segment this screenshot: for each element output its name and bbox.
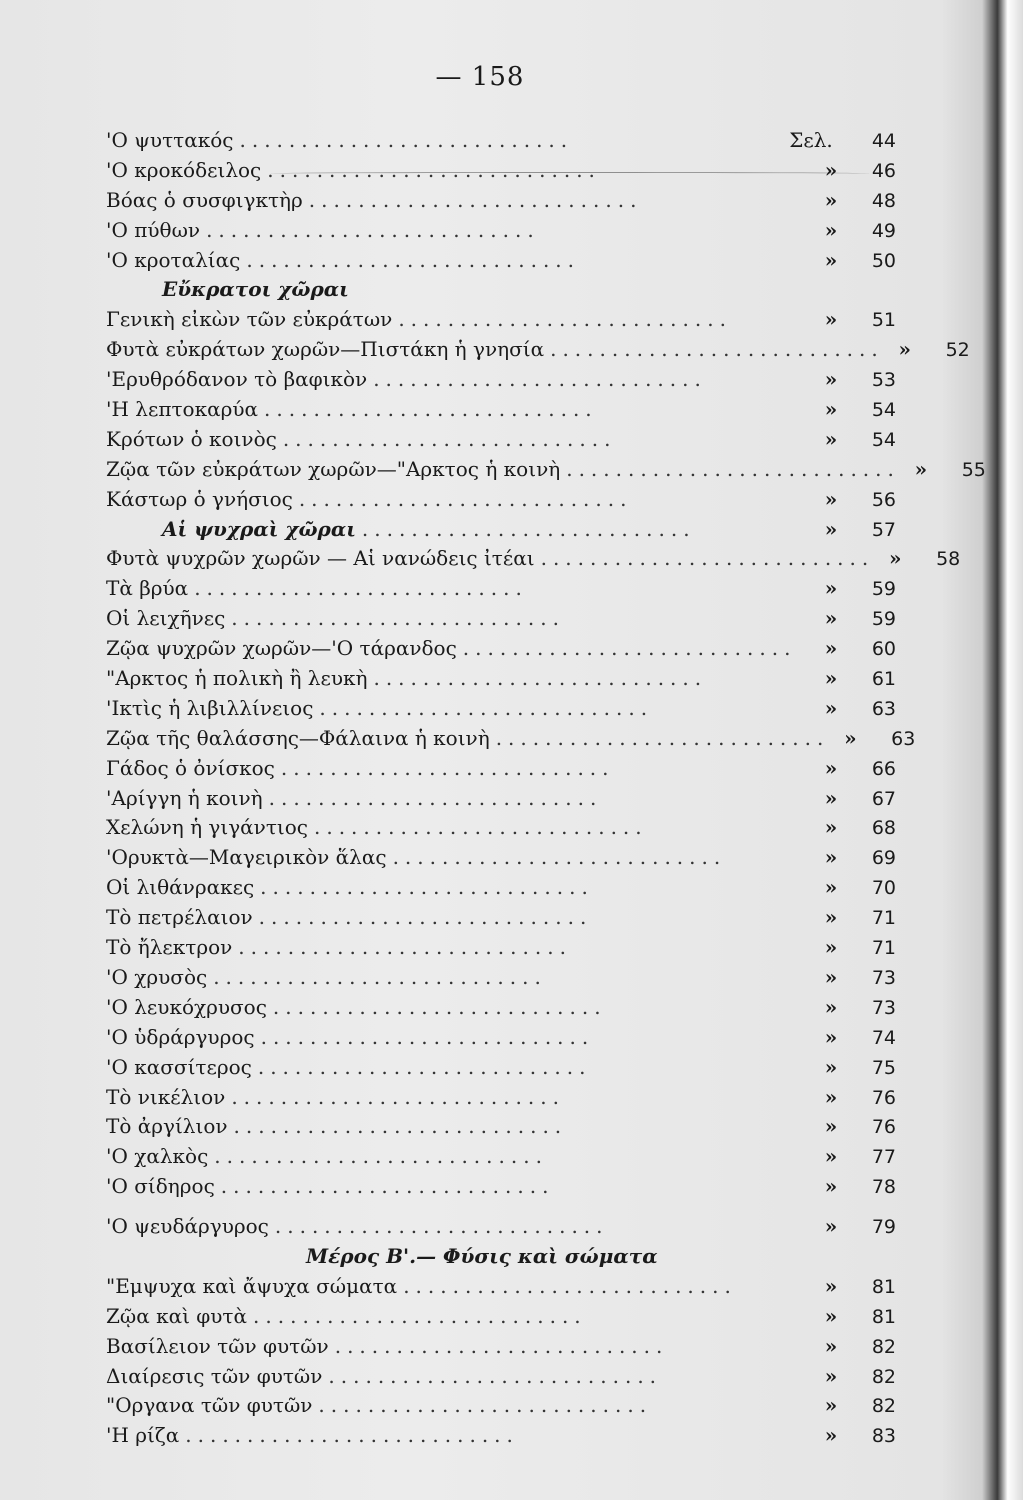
toc-entry: 'Ο ὑδράργυρος ........................... » 74 <box>106 1024 896 1049</box>
toc-entry: Γενικὴ εἰκὼν τῶν εὐκράτων ........................... » 51 <box>106 307 896 332</box>
toc-entry: Τὸ ἤλεκτρον ........................... » 71 <box>106 935 896 960</box>
spacer <box>106 1202 896 1212</box>
toc-entry: 'Ο κροταλίας ........................... » 50 <box>106 247 896 272</box>
toc-entry: 'Ο χαλκὸς ........................... » 77 <box>106 1144 896 1169</box>
toc-entry: "Αρκτος ἡ πολικὴ ἢ λευκὴ ........................... » 61 <box>106 666 896 691</box>
toc-entry: "Εμψυχα καὶ ἄψυχα σώματα ........................... » 81 <box>106 1273 896 1298</box>
toc-entry: 'Η λεπτοκαρύα ........................... » 54 <box>106 397 896 422</box>
toc-entry: Ζῷα καὶ φυτὰ ........................... » 81 <box>106 1303 896 1328</box>
toc-entry: 'Ο ψευδάργυρος ........................... » 79 <box>106 1214 896 1239</box>
toc-entry: Οἱ λιθάνρακες ........................... » 70 <box>106 875 896 900</box>
toc-entry: Διαίρεσις τῶν φυτῶν ........................... » 82 <box>106 1363 896 1388</box>
toc-entry: Φυτὰ εὐκράτων χωρῶν—Πιστάκη ἡ γνησία ........................... » 52 <box>106 337 970 362</box>
toc-entry: Οἱ λειχῆνες ........................... » 59 <box>106 606 896 631</box>
toc-entry: 'Ο ψυττακός ........................... Σελ. 44 <box>106 128 896 152</box>
toc-entry: 'Ερυθρόδανον τὸ βαφικὸν ........................... » 53 <box>106 367 896 392</box>
toc-entry: Κάστωρ ὁ γνήσιος ........................... » 56 <box>106 486 896 511</box>
toc-entry: Τὸ ἀργίλιον ........................... » 76 <box>106 1114 896 1139</box>
table-of-contents <box>106 126 986 1451</box>
toc-entry: 'Ορυκτὰ—Μαγειρικὸν ἅλας ........................... » 69 <box>106 845 896 870</box>
toc-entry: Ζῷα τῆς θαλάσσης—Φάλαινα ἡ κοινὴ ........................... » 63 <box>106 725 916 750</box>
toc-entry: Τὸ νικέλιον ........................... » 76 <box>106 1084 896 1109</box>
toc-entry: Κρότων ὁ κοινὸς ........................... » 54 <box>106 426 896 451</box>
toc-entry: Ζῷα ψυχρῶν χωρῶν—'Ο τάρανδος ........................... » 60 <box>106 636 896 661</box>
toc-entry: 'Αρίγγη ἡ κοινὴ ........................... » 67 <box>106 785 896 810</box>
toc-entry: 'Ο κασσίτερος ........................... » 75 <box>106 1054 896 1079</box>
toc-entry: 'Ο χρυσὸς ........................... » 73 <box>106 964 896 989</box>
toc-part-heading: Μέρος Β'.— Φύσις καὶ σώματα <box>306 1243 658 1268</box>
toc-entry: 'Ο σίδηρος ........................... » 78 <box>106 1174 896 1199</box>
toc-entry: Χελώνη ἡ γιγάντιος ........................... » 68 <box>106 815 896 840</box>
toc-entry: Τὰ βρύα ........................... » 59 <box>106 576 896 601</box>
toc-entry: "Οργανα τῶν φυτῶν ........................... » 82 <box>106 1393 896 1418</box>
page-number: — 158 <box>435 62 525 92</box>
toc-section-heading: Εὔκρατοι χῶραι <box>162 277 349 302</box>
toc-entry: Τὸ πετρέλαιον ........................... » 71 <box>106 905 896 930</box>
toc-entry: 'Ικτὶς ἡ λιβιλλίνειος ........................... » 63 <box>106 695 896 720</box>
toc-entry: Βόας ὁ συσφιγκτὴρ ........................... » 48 <box>106 187 896 212</box>
toc-entry: Γάδος ὁ ὀνίσκος ........................... » 66 <box>106 755 896 780</box>
toc-entry: Βασίλειον τῶν φυτῶν ........................... » 82 <box>106 1333 896 1358</box>
toc-entry: 'Ο πύθων ........................... » 49 <box>106 217 896 242</box>
toc-entry: 'Ο κροκόδειλος ........................... » 46 <box>106 157 896 182</box>
toc-entry: 'Η ρίζα ........................... » 83 <box>106 1423 896 1448</box>
toc-entry: 'Ο λευκόχρυσος ........................... » 73 <box>106 994 896 1019</box>
toc-entry: Ζῷα τῶν εὐκράτων χωρῶν—"Αρκτος ἡ κοινὴ ........................... » 55 <box>106 456 986 481</box>
toc-section-heading: Αἱ ψυχραὶ χῶραι ........................... » 57 <box>162 516 896 541</box>
toc-entry: Φυτὰ ψυχρῶν χωρῶν — Αἱ νανώδεις ἰτέαι ........................... » 58 <box>106 546 961 571</box>
